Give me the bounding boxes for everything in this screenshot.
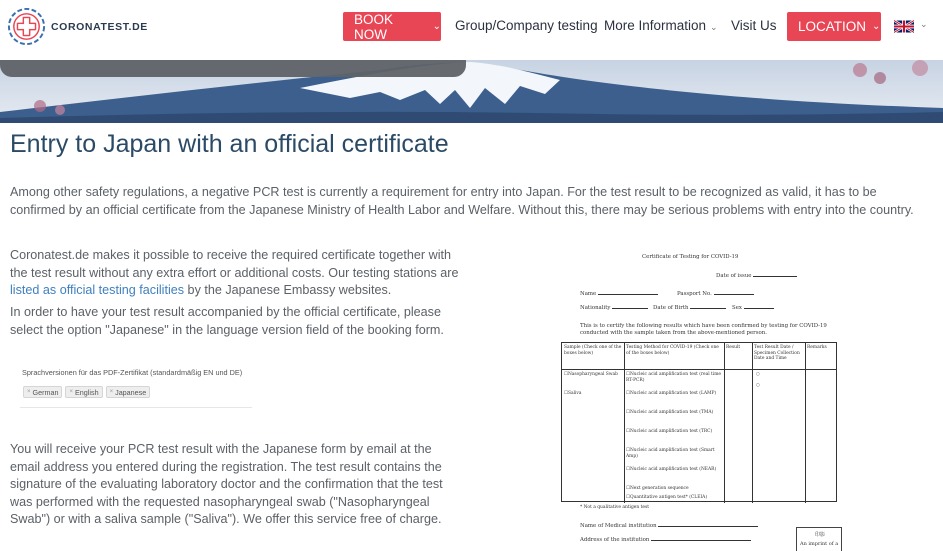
chip-japanese[interactable] [106,386,151,398]
cert-date-radio-2: ○ [756,383,760,388]
hero-overlay [0,60,466,77]
chevron-down-icon: ⌄ [710,22,718,32]
book-now-label: BOOK NOW [354,11,394,42]
cert-nationality-label: Nationality [580,305,611,311]
location-label: LOCATION [798,19,867,34]
cert-sample-nasopharyngeal: ☐Nasopharyngeal Swab [564,372,618,377]
cert-method-label: Next generation sequence [629,486,689,491]
chip-english[interactable] [65,386,102,398]
cert-sex [732,305,774,311]
nav-group-testing[interactable]: Group/Company testing [455,18,598,33]
cert-method: ☐Nucleic acid amplification test (real time RT-PCR) [626,372,721,383]
chip-german[interactable] [23,386,62,398]
location-button[interactable] [787,12,881,41]
cert-medical-institution-label: Name of Medical institution [580,523,657,529]
cert-name [580,291,658,297]
cert-sample-saliva-label: Saliva [567,391,582,396]
cert-stamp-box [796,527,842,551]
cert-sex-label: Sex [732,305,742,311]
intro-paragraph: Among other safety regulations, a negative PCR test is currently a requirement for entry into Japan. For the test result to be recognized as valid, it has to be confirmed by an official certificate from the Japanese Ministry of Health Labor and Welfare. Without this, there may be serious problems with entry into the country. [10,185,914,217]
nav-more-information-label: More Information [604,18,707,33]
cert-method: ☐Nucleic acid amplification test (NEAR) [626,467,717,472]
widget-label: Sprachversionen für das PDF-Zertifikat (standardmäßig EN und DE) [22,368,243,377]
cert-sample-nasopharyngeal-label: Nasopharyngeal Swab [567,372,618,377]
cert-col-sample: Sample (Check one of the boxes below) [564,345,622,356]
cert-col-method: Testing Method for COVID-19 (Check one of the boxes below) [626,345,719,356]
uk-flag-icon[interactable] [894,20,914,33]
cert-stamp-text: An imprint of a [800,541,839,547]
cert-passport [677,291,754,297]
site-header [0,0,943,60]
chip-japanese-label: Japanese [115,387,147,397]
book-now-button[interactable] [343,12,441,41]
hero-banner [0,60,943,123]
cert-method-label: Nucleic acid amplification test (real time RT-PCR) [626,372,721,383]
result-paragraph: You will receive your PCR test result with the Japanese form by email at the email address you entered during the registration. The test result contains the signature of the evaluating laboratory doctor and the confirmation that the test was performed with the requested nasopharyngeal swab ("Nasopharyngeal Swab") or with a saliva sample ("Saliva"). We offer this service free of charge. [10,442,443,526]
cert-date-radio-1: ○ [756,372,760,377]
cert-address [580,537,751,543]
cert-col-date: Test Result Date / Specimen Collection Date and Time [754,345,800,361]
cert-medical-institution [580,523,758,529]
facility-paragraph [10,247,460,300]
cert-footnote: * Not a qualitative antigen test [580,505,649,510]
cert-method: ☐Nucleic acid amplification test (TRC) [626,429,713,434]
cert-dob-label: Date of Birth [653,305,689,311]
logo-icon[interactable] [6,6,47,47]
language-chips [23,386,150,398]
language-version-widget [20,368,252,408]
instruction-paragraph: In order to have your test result accompanied by the official certificate, please select the option "Japanese" in the language version field of the booking form. [10,305,444,337]
cert-method-label: Nucleic acid amplification test (NEAR) [629,467,717,472]
cert-method: ☐Quantitative antigen test* (CLEIA) [626,495,708,500]
cert-method: ☐Nucleic acid amplification test (LAMP) [626,391,717,396]
cert-date-issue [716,273,797,279]
language-chevron-icon[interactable]: ⌄ [920,19,928,29]
chip-english-label: English [75,387,99,397]
testing-facilities-link[interactable]: listed as official testing facilities [10,283,185,297]
page-title: Entry to Japan with an official certificate [10,130,449,158]
cert-name-label: Name [580,291,597,297]
cert-passport-label: Passport No. [677,291,712,297]
cert-method-label: Nucleic acid amplification test (TMA) [629,410,714,415]
cert-method: ☐Nucleic acid amplification test (TMA) [626,410,714,415]
cert-sample-saliva: ☐Saliva [564,391,582,396]
cert-method: ☐Next generation sequence [626,486,689,491]
nav-more-information[interactable] [604,18,718,33]
remove-icon[interactable]: × [69,389,73,395]
cert-table [561,342,837,502]
cert-nationality [580,305,648,311]
facility-text-after: by the Japanese Embassy websites. [184,283,392,297]
remove-icon[interactable]: × [109,389,114,395]
cert-col-remarks: Remarks [807,345,827,350]
cert-address-label: Address of the institution [580,537,650,543]
cert-title: Certificate of Testing for COVID-19 [642,254,739,260]
cert-method-label: Nucleic acid amplification test (Smart Amp) [626,448,715,459]
facility-text-before: Coronatest.de makes it possible to receive the required certificate together with the test result without any extra effort or additional costs. Our testing stations are [10,248,459,280]
nav-visit-us[interactable]: Visit Us [731,18,777,33]
cert-stamp-label: 印影 [815,532,826,538]
certificate-image [558,250,843,551]
logo-text[interactable]: CORONATEST.DE [51,21,148,33]
cert-statement: This is to certify the following results which have been confirmed by testing for COVID-19 conducted with the sample taken from the above-mentioned person. [580,323,827,336]
cert-method-label: Quantitative antigen test* (CLEIA) [629,495,708,500]
cert-method-label: Nucleic acid amplification test (LAMP) [629,391,717,396]
cert-col-result: Result [726,345,741,350]
chevron-down-icon: ⌄ [432,21,441,32]
remove-icon[interactable]: × [27,389,31,395]
cert-method-label: Nucleic acid amplification test (TRC) [629,429,713,434]
chevron-down-icon: ⌄ [872,21,881,32]
cert-method: ☐Nucleic acid amplification test (Smart Amp) [626,448,715,459]
cert-date-issue-label: Date of issue [716,273,752,279]
cert-dob [653,305,726,311]
chip-german-label: German [32,387,59,397]
